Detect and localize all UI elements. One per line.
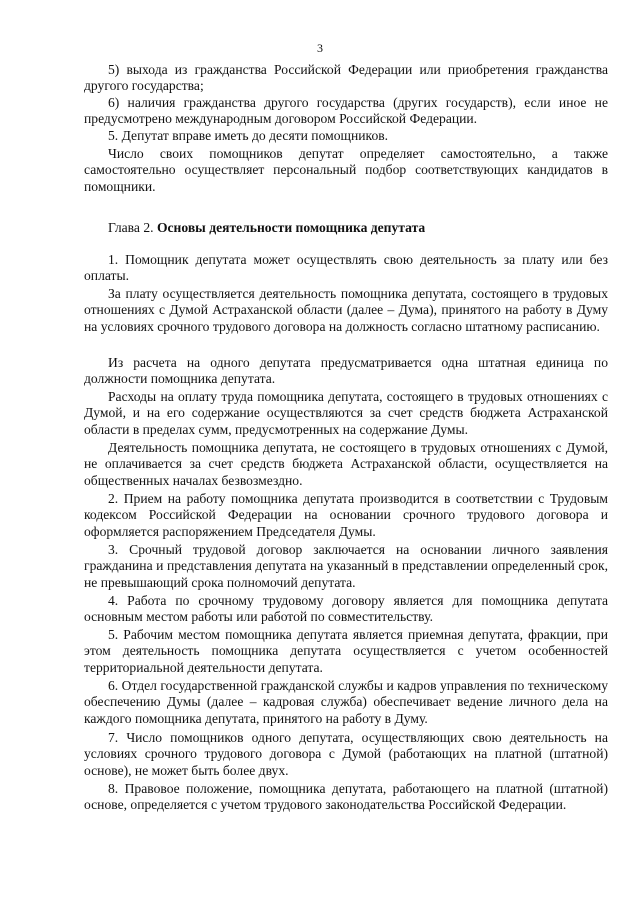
paragraph: 7. Число помощников одного депутата, осуществляющих свою деятельность на условиях срочного трудового договора с Думой (работающих на платной (штатной) основе), не может быть более двух.: [84, 730, 608, 778]
chapter-prefix: Глава 2.: [108, 220, 154, 235]
chapter-title: Основы деятельности помощника депутата: [156, 220, 426, 235]
chapter-heading: [108, 220, 608, 236]
paragraph: 4. Работа по срочному трудовому договору является для помощника депутата основным местом работы или работой по совместительству.: [84, 593, 608, 625]
paragraph: За плату осуществляется деятельность помощника депутата, состоящего в трудовых отношениях с Думой Астраханской области (далее – Дума), принятого на работу в Думу на условиях срочного трудового договора на должность согласно штатному расписанию.: [84, 286, 608, 334]
paragraph: Деятельность помощника депутата, не состоящего в трудовых отношениях с Думой, не оплачивается за счет средств бюджета Астраханской области, осуществляется на общественных началах безвозмездно.: [84, 440, 608, 488]
paragraph: 5. Рабочим местом помощника депутата является приемная депутата, фракции, при этом деятельность помощника депутата осуществляется с учетом особенностей территориальной деятельности депутата.: [84, 627, 608, 675]
paragraph: 5) выхода из гражданства Российской Федерации или приобретения гражданства другого государства;: [84, 62, 608, 94]
paragraph: 6. Отдел государственной гражданской службы и кадров управления по техническому обеспечению Думы (далее – кадровая служба) обеспечивает ведение личного дела на каждого помощника депутата, принятого на работу в Думу.: [84, 678, 608, 726]
paragraph: 3. Срочный трудовой договор заключается на основании личного заявления гражданина и представления депутата на указанный в представлении определенный срок, не превышающий срока полномочий депутата.: [84, 542, 608, 590]
paragraph: 2. Прием на работу помощника депутата производится в соответствии с Трудовым кодексом Российской Федерации на основании срочного трудового договора и оформляется распоряжением Председателя Думы.: [84, 491, 608, 539]
paragraph: Расходы на оплату труда помощника депутата, состоящего в трудовых отношениях с Думой, и на его содержание осуществляются за счет средств бюджета Астраханской области в пределах сумм, предусмотренных на содержание Думы.: [84, 389, 608, 437]
paragraph: 6) наличия гражданства другого государства (других государств), если иное не предусмотрено международным договором Российской Федерации.: [84, 95, 608, 127]
paragraph: Число своих помощников депутат определяет самостоятельно, а также самостоятельно осуществляет персональный подбор соответствующих кандидатов в помощники.: [84, 146, 608, 194]
page-number: 3: [317, 41, 323, 55]
paragraph: 5. Депутат вправе иметь до десяти помощников.: [108, 128, 389, 143]
paragraph: Из расчета на одного депутата предусматривается одна штатная единица по должности помощника депутата.: [84, 355, 608, 387]
paragraph: 1. Помощник депутата может осуществлять свою деятельность за плату или без оплаты.: [84, 252, 608, 284]
paragraph: 8. Правовое положение, помощника депутата, работающего на платной (штатной) основе, определяется с учетом трудового законодательства Российской Федерации.: [84, 781, 608, 813]
